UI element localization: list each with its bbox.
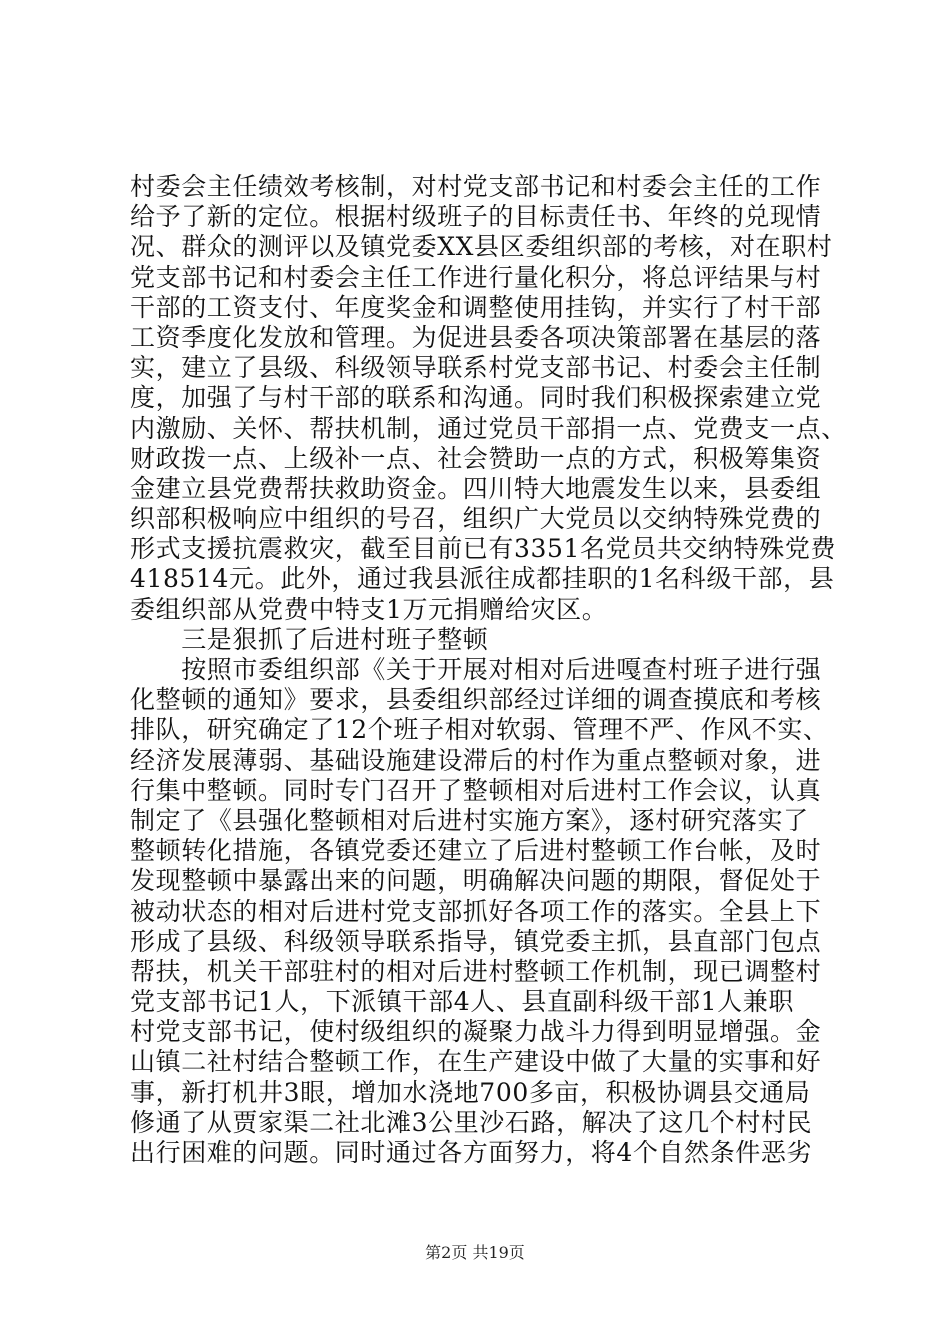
- text-line: 事，新打机井3眼，增加水浇地700多亩，积极协调县交通局: [130, 1077, 811, 1107]
- text-line: 418514元。此外，通过我县派往成都挂职的1名科级干部，县: [130, 564, 835, 594]
- body-text: [130, 172, 847, 1168]
- text-line: 党支部书记1人，下派镇干部4人、县直副科级干部1人兼职: [130, 987, 794, 1017]
- text-line: 党支部书记和村委会主任工作进行量化积分，将总评结果与村: [130, 262, 822, 292]
- text-line: 给予了新的定位。根据村级班子的目标责任书、年终的兑现情: [130, 202, 822, 232]
- text-line: 村委会主任绩效考核制，对村党支部书记和村委会主任的工作: [130, 172, 822, 201]
- text-line: 出行困难的问题。同时通过各方面努力，将4个自然条件恶劣: [130, 1138, 813, 1167]
- text-line: 度，加强了与村干部的联系和沟通。同时我们积极探索建立党: [130, 383, 822, 413]
- text-line: 实，建立了县级、科级领导联系村党支部书记、村委会主任制: [130, 353, 822, 383]
- text-line: 金建立县党费帮扶救助资金。四川特大地震发生以来，县委组: [130, 473, 822, 503]
- text-line: 行集中整顿。同时专门召开了整顿相对后进村工作会议，认真: [130, 775, 822, 805]
- text-line: 按照市委组织部《关于开展对相对后进嘎查村班子进行强: [130, 655, 822, 684]
- text-line: 山镇二社村结合整顿工作，在生产建设中做了大量的实事和好: [130, 1047, 822, 1077]
- text-line: 村党支部书记，使村级组织的凝聚力战斗力得到明显增强。金: [130, 1017, 822, 1047]
- text-line: 干部的工资支付、年度奖金和调整使用挂钩，并实行了村干部: [130, 292, 822, 322]
- text-line: 修通了从贾家渠二社北滩3公里沙石路，解决了这几个村村民: [130, 1107, 813, 1137]
- text-line: 整顿转化措施，各镇党委还建立了后进村整顿工作台帐，及时: [130, 836, 822, 866]
- text-line: 财政拨一点、上级补一点、社会赞助一点的方式，积极筹集资: [130, 443, 822, 473]
- text-line: 况、群众的测评以及镇党委XX县区委组织部的考核，对在职村: [130, 232, 833, 262]
- text-line: 帮扶，机关干部驻村的相对后进村整顿工作机制，现已调整村: [130, 956, 822, 986]
- text-line: 内激励、关怀、帮扶机制，通过党员干部捐一点、党费支一点、: [130, 413, 847, 443]
- text-line: 形成了县级、科级领导联系指导，镇党委主抓，县直部门包点: [130, 926, 822, 956]
- text-line: 委组织部从党费中特支1万元捐赠给灾区。: [130, 594, 608, 624]
- text-line: 化整顿的通知》要求，县委组织部经过详细的调查摸底和考核: [130, 685, 822, 715]
- section-heading: 三是狠抓了后进村班子整顿: [130, 624, 489, 654]
- text-line: 织部积极响应中组织的号召，组织广大党员以交纳特殊党费的: [130, 504, 822, 534]
- text-line: 被动状态的相对后进村党支部抓好各项工作的落实。全县上下: [130, 896, 822, 926]
- text-line: 经济发展薄弱、基础设施建设滞后的村作为重点整顿对象，进: [130, 745, 822, 775]
- text-line: 工资季度化发放和管理。为促进县委各项决策部署在基层的落: [130, 322, 822, 352]
- text-line: 形式支援抗震救灾，截至目前已有3351名党员共交纳特殊党费: [130, 534, 837, 564]
- text-line: 排队，研究确定了12个班子相对软弱、管理不严、作风不实、: [130, 715, 829, 745]
- text-line: 发现整顿中暴露出来的问题，明确解决问题的期限，督促处于: [130, 866, 822, 896]
- text-line: 制定了《县强化整顿相对后进村实施方案》，逐村研究落实了: [130, 805, 809, 835]
- page-number-label: 第2页 共19页: [425, 1243, 525, 1262]
- page-footer: [0, 1242, 950, 1264]
